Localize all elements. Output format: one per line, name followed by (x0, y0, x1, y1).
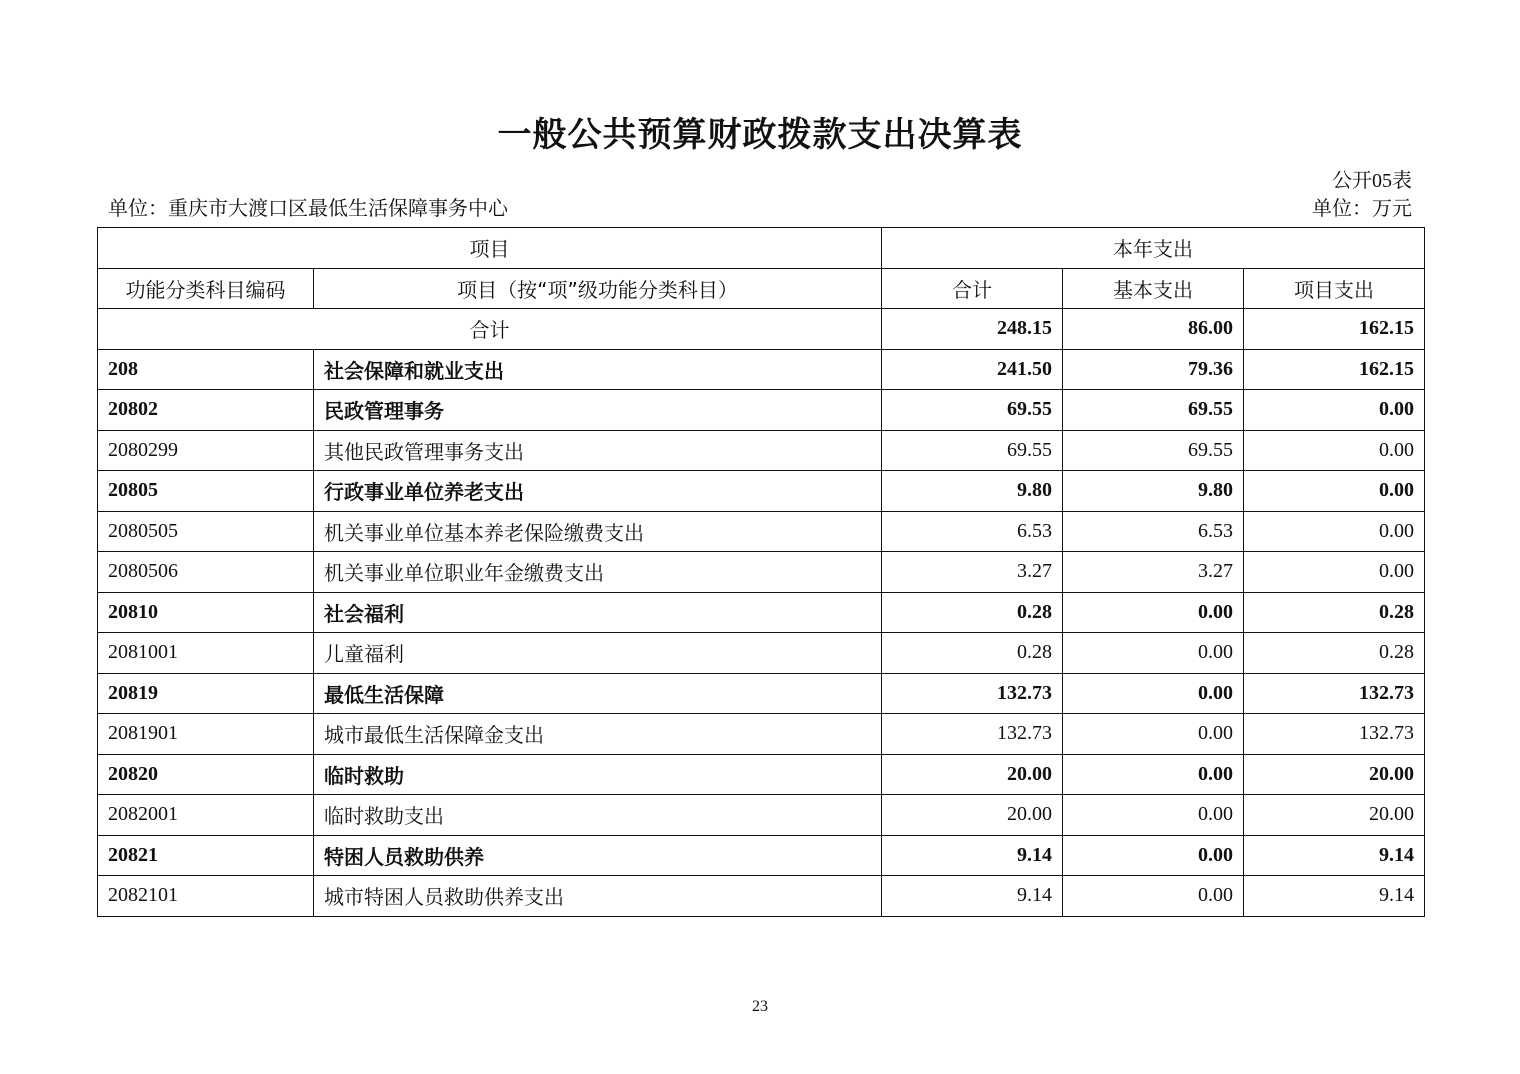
row-basic: 0.00 (1063, 714, 1244, 755)
row-item-name: 社会保障和就业支出 (314, 349, 882, 390)
row-basic: 6.53 (1063, 511, 1244, 552)
row-project: 9.14 (1244, 835, 1425, 876)
total-sum: 248.15 (882, 309, 1063, 350)
row-item-name: 机关事业单位基本养老保险缴费支出 (314, 511, 882, 552)
row-project: 9.14 (1244, 876, 1425, 917)
row-code: 20819 (98, 673, 314, 714)
row-code: 2080506 (98, 552, 314, 593)
row-code: 20820 (98, 754, 314, 795)
total-label: 合计 (98, 309, 882, 350)
row-total: 132.73 (882, 673, 1063, 714)
table-row (98, 835, 1425, 876)
unit-currency: 单位：万元 (1312, 198, 1412, 220)
row-basic: 0.00 (1063, 633, 1244, 674)
row-project: 0.00 (1244, 390, 1425, 431)
col-header-project: 项目支出 (1244, 268, 1425, 309)
table-row (98, 714, 1425, 755)
row-basic: 0.00 (1063, 592, 1244, 633)
form-code: 公开05表 (1332, 170, 1412, 192)
page-number: 23 (752, 998, 768, 1015)
row-basic: 69.55 (1063, 430, 1244, 471)
table-row (98, 633, 1425, 674)
row-code: 2082101 (98, 876, 314, 917)
total-project: 162.15 (1244, 309, 1425, 350)
row-item-name: 最低生活保障 (314, 673, 882, 714)
row-code: 2080299 (98, 430, 314, 471)
header-project: 项目 (98, 228, 882, 269)
header-row-top (98, 228, 1425, 269)
row-code: 208 (98, 349, 314, 390)
row-project: 0.28 (1244, 592, 1425, 633)
row-project: 0.28 (1244, 633, 1425, 674)
row-item-name: 临时救助支出 (314, 795, 882, 836)
row-project: 0.00 (1244, 511, 1425, 552)
row-code: 20802 (98, 390, 314, 431)
row-project: 20.00 (1244, 795, 1425, 836)
row-basic: 3.27 (1063, 552, 1244, 593)
row-project: 20.00 (1244, 754, 1425, 795)
budget-table (97, 227, 1425, 917)
row-code: 20805 (98, 471, 314, 512)
table-row (98, 511, 1425, 552)
row-project: 0.00 (1244, 471, 1425, 512)
row-basic: 79.36 (1063, 349, 1244, 390)
row-total: 9.14 (882, 876, 1063, 917)
row-total: 241.50 (882, 349, 1063, 390)
row-project: 0.00 (1244, 430, 1425, 471)
row-item-name: 机关事业单位职业年金缴费支出 (314, 552, 882, 593)
row-code: 20821 (98, 835, 314, 876)
col-header-total: 合计 (882, 268, 1063, 309)
row-item-name: 城市最低生活保障金支出 (314, 714, 882, 755)
row-basic: 69.55 (1063, 390, 1244, 431)
row-total: 0.28 (882, 633, 1063, 674)
table-row (98, 430, 1425, 471)
row-basic: 0.00 (1063, 835, 1244, 876)
row-project: 162.15 (1244, 349, 1425, 390)
row-total: 20.00 (882, 795, 1063, 836)
table-row (98, 673, 1425, 714)
row-total: 132.73 (882, 714, 1063, 755)
row-total: 6.53 (882, 511, 1063, 552)
col-header-basic: 基本支出 (1063, 268, 1244, 309)
table-row (98, 795, 1425, 836)
row-code: 2081001 (98, 633, 314, 674)
table-row (98, 754, 1425, 795)
row-basic: 0.00 (1063, 754, 1244, 795)
unit-organization: 单位：重庆市大渡口区最低生活保障事务中心 (108, 198, 508, 220)
table-row (98, 552, 1425, 593)
row-item-name: 儿童福利 (314, 633, 882, 674)
row-basic: 0.00 (1063, 876, 1244, 917)
table-row (98, 876, 1425, 917)
row-total: 69.55 (882, 430, 1063, 471)
row-item-name: 行政事业单位养老支出 (314, 471, 882, 512)
table-row (98, 592, 1425, 633)
row-total: 9.80 (882, 471, 1063, 512)
row-item-name: 城市特困人员救助供养支出 (314, 876, 882, 917)
row-project: 0.00 (1244, 552, 1425, 593)
total-basic: 86.00 (1063, 309, 1244, 350)
row-item-name: 临时救助 (314, 754, 882, 795)
row-total: 3.27 (882, 552, 1063, 593)
row-basic: 0.00 (1063, 795, 1244, 836)
table-row (98, 390, 1425, 431)
row-total: 9.14 (882, 835, 1063, 876)
row-project: 132.73 (1244, 714, 1425, 755)
row-code: 20810 (98, 592, 314, 633)
row-basic: 9.80 (1063, 471, 1244, 512)
row-item-name: 其他民政管理事务支出 (314, 430, 882, 471)
table-row (98, 349, 1425, 390)
row-basic: 0.00 (1063, 673, 1244, 714)
row-total: 69.55 (882, 390, 1063, 431)
row-total: 0.28 (882, 592, 1063, 633)
header-year-spending: 本年支出 (882, 228, 1425, 269)
total-row (98, 309, 1425, 350)
row-total: 20.00 (882, 754, 1063, 795)
row-project: 132.73 (1244, 673, 1425, 714)
row-code: 2082001 (98, 795, 314, 836)
table-row (98, 471, 1425, 512)
row-item-name: 民政管理事务 (314, 390, 882, 431)
page-title: 一般公共预算财政拨款支出决算表 (497, 115, 1023, 155)
col-header-code: 功能分类科目编码 (98, 268, 314, 309)
row-item-name: 特困人员救助供养 (314, 835, 882, 876)
header-row-columns (98, 268, 1425, 309)
row-code: 2080505 (98, 511, 314, 552)
row-item-name: 社会福利 (314, 592, 882, 633)
col-header-item: 项目（按“项”级功能分类科目） (314, 268, 882, 309)
row-code: 2081901 (98, 714, 314, 755)
